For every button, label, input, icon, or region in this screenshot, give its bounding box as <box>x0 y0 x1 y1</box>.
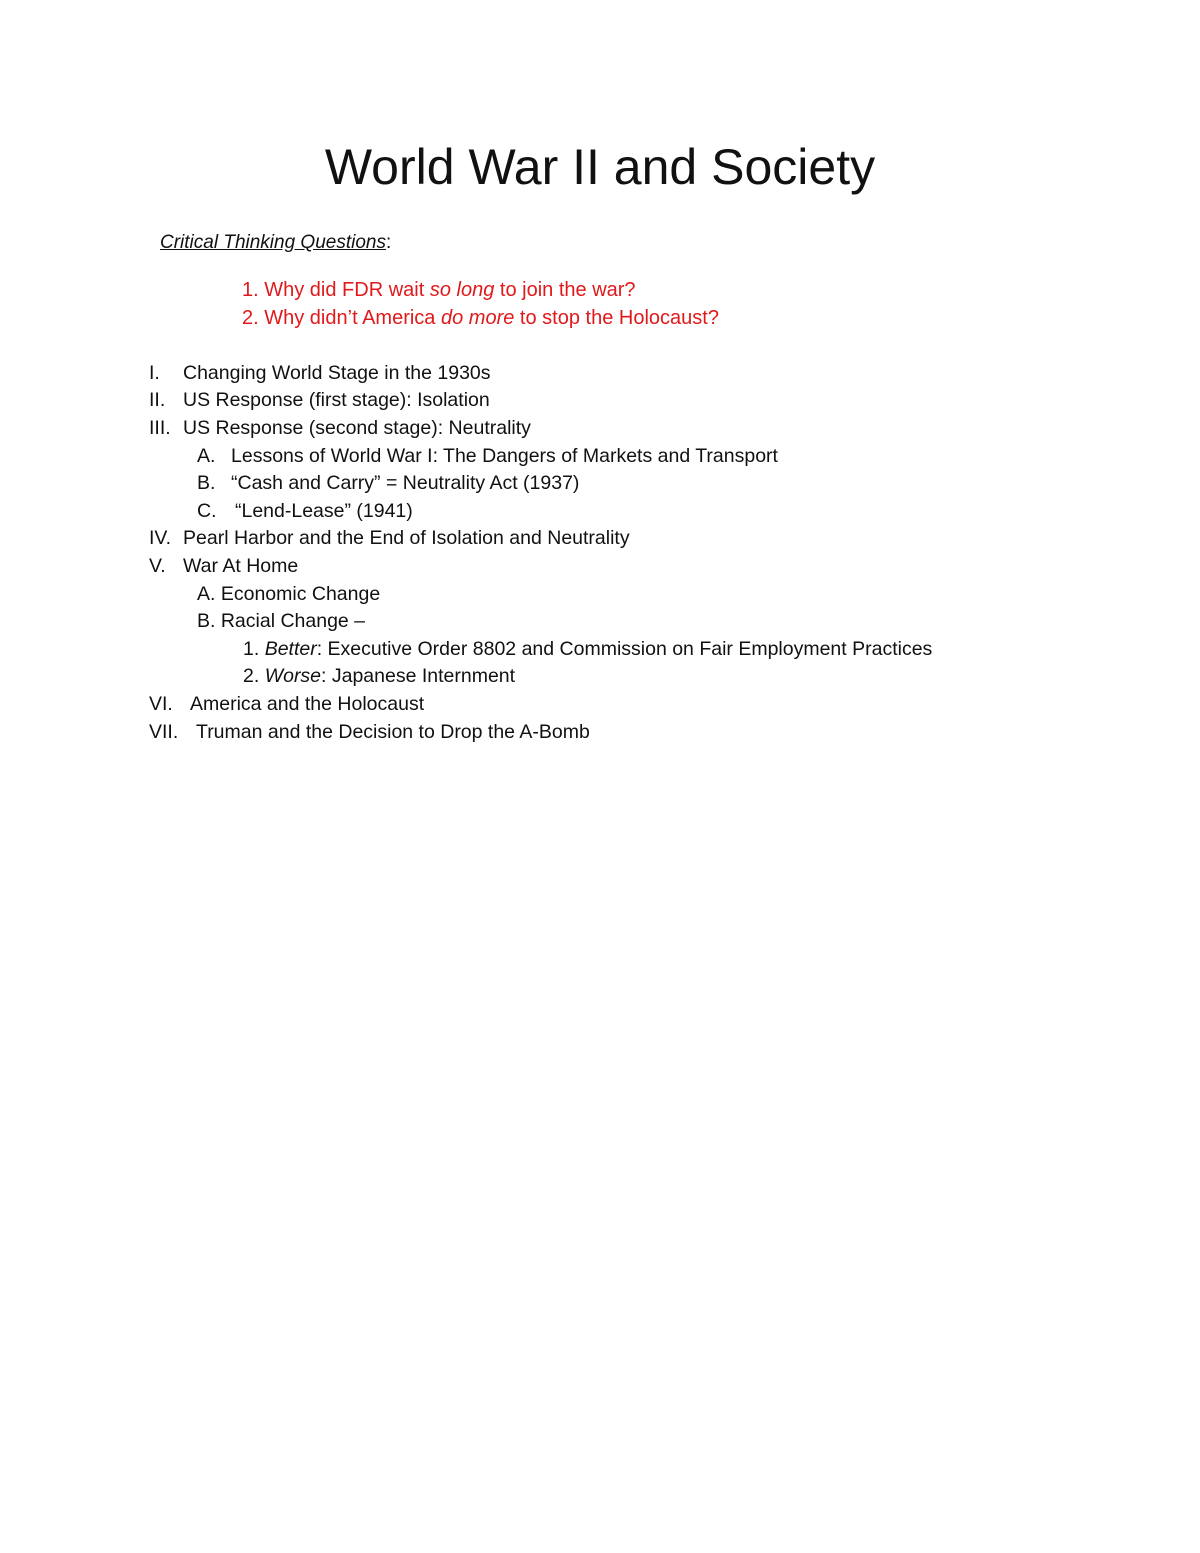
outline-text: Truman and the Decision to Drop the A-Bomb <box>196 721 590 743</box>
question-text-end: to join the war? <box>499 279 636 301</box>
question-2 <box>242 304 719 332</box>
question-emphasis: so long <box>429 279 495 301</box>
outline-text: America and the Holocaust <box>190 693 425 715</box>
outline-letter: A. <box>197 445 216 467</box>
page-title: World War II and Society <box>324 139 876 195</box>
outline-text: Lessons of World War I: The Dangers of Markets and Transport <box>231 445 778 467</box>
outline-text: “Cash and Carry” = Neutrality Act (1937) <box>231 472 580 494</box>
outline-letter: C. <box>197 500 217 522</box>
outline-text: Pearl Harbor and the End of Isolation and Neutrality <box>183 527 630 549</box>
outline-text: US Response (first stage): Isolation <box>183 389 490 411</box>
heading-colon: : <box>385 232 392 253</box>
sub-text: : Japanese Internment <box>321 665 516 687</box>
outline-text <box>243 662 515 690</box>
question-number: 1. <box>242 279 259 301</box>
outline-text: A. Economic Change <box>197 583 381 605</box>
outline-text: War At Home <box>183 555 299 577</box>
sub-text: : Executive Order 8802 and Commission on Fair Employment Practices <box>316 638 933 660</box>
outline-numeral: V. <box>149 555 166 577</box>
question-text-end: to stop the Holocaust? <box>519 307 719 329</box>
sub-number: 2. <box>243 665 260 687</box>
outline-text: Changing World Stage in the 1930s <box>183 362 491 384</box>
sub-emphasis: Worse <box>264 665 322 687</box>
outline-numeral: VI. <box>149 693 173 715</box>
outline-text <box>243 635 932 663</box>
question-1 <box>242 276 636 304</box>
question-text: Why didn’t America <box>264 307 436 329</box>
outline-text: US Response (second stage): Neutrality <box>183 417 531 439</box>
outline-text: “Lend-Lease” (1941) <box>235 500 413 522</box>
question-number: 2. <box>242 307 259 329</box>
sub-emphasis: Better <box>264 638 317 660</box>
critical-thinking-label: Critical Thinking Questions <box>160 232 386 253</box>
outline-letter: B. <box>197 472 216 494</box>
outline-text: B. Racial Change – <box>197 610 366 632</box>
outline-numeral: VII. <box>149 721 179 743</box>
critical-thinking-heading <box>160 229 391 257</box>
question-emphasis: do more <box>440 307 515 329</box>
outline-numeral: III. <box>149 417 171 439</box>
question-text: Why did FDR wait <box>264 279 425 301</box>
outline-numeral: I. <box>149 362 160 384</box>
sub-number: 1. <box>243 638 260 660</box>
outline-numeral: II. <box>149 389 166 411</box>
outline-numeral: IV. <box>149 527 172 549</box>
